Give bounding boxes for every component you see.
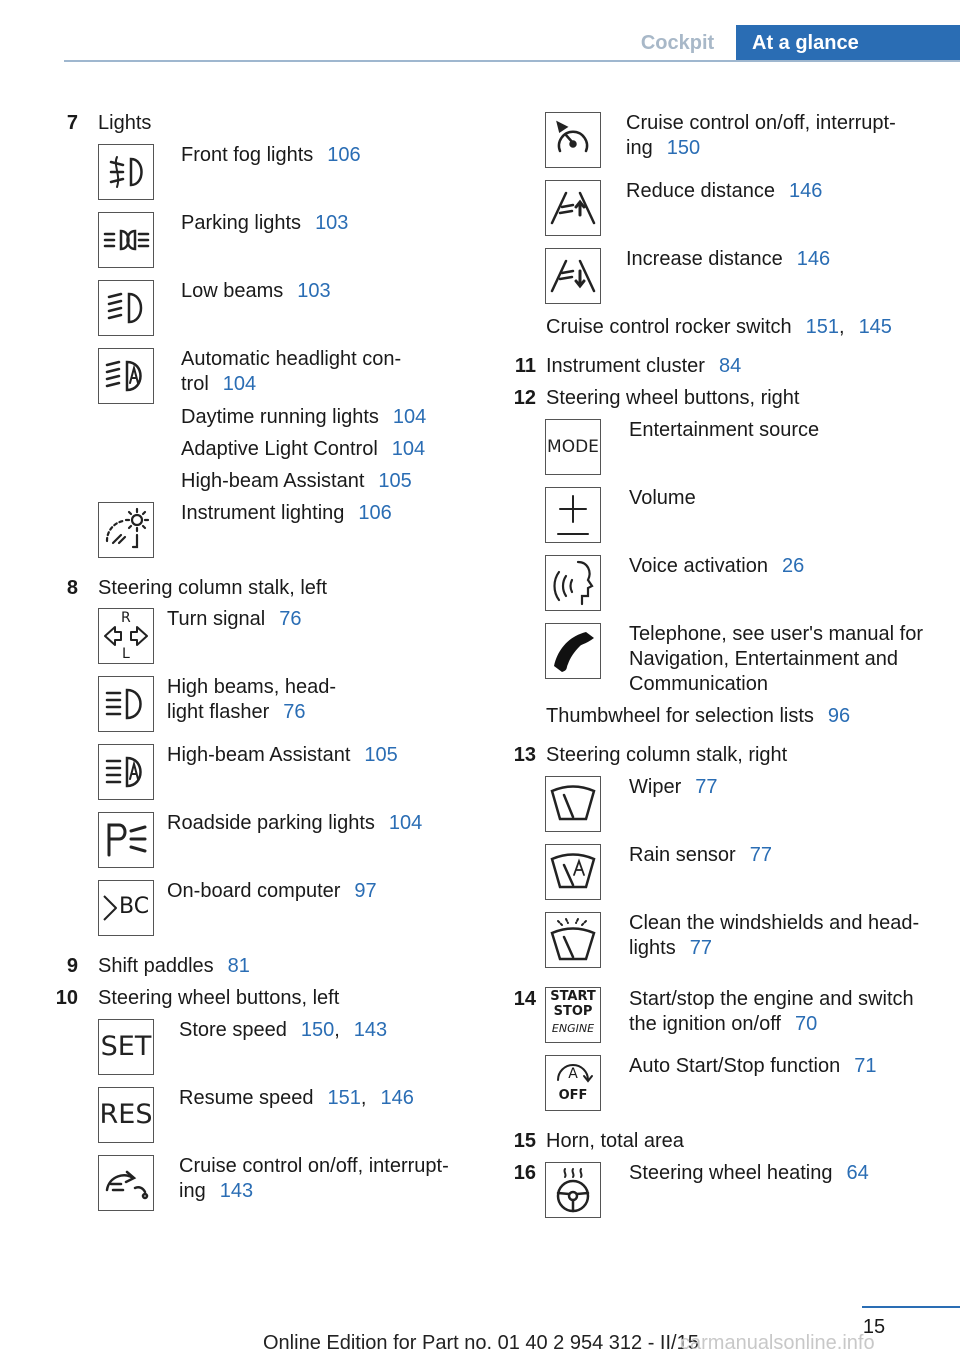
header-rule <box>64 60 960 62</box>
entry-parking-lights <box>181 211 348 236</box>
entry-start-stop-engine <box>629 987 914 1012</box>
high-beams-icon <box>98 676 154 732</box>
page-link[interactable]: 146 <box>788 180 823 202</box>
auto-start-stop-icon <box>545 1055 601 1111</box>
entry-high-beams <box>167 675 336 700</box>
entry-adaptive-light-control <box>181 437 425 462</box>
telephone-icon <box>545 623 601 679</box>
rain-sensor-icon <box>545 844 601 900</box>
turn-signal-left-letter: L <box>122 646 130 662</box>
entry-label: Turn signal <box>167 608 266 630</box>
entry-start-stop-engine-line2 <box>629 1012 817 1037</box>
entry-clean-windshields <box>629 911 919 936</box>
entry-label: High-beam Assistant <box>181 470 365 492</box>
section-number-14: 14 <box>513 988 536 1010</box>
entry-label: High beams, head- <box>167 676 336 698</box>
entry-label: ing <box>626 137 653 159</box>
entry-label: Communication <box>629 673 768 695</box>
section-number-13: 13 <box>513 744 536 766</box>
entry-daytime-running-lights <box>181 405 426 430</box>
entry-label: Instrument lighting <box>181 502 345 524</box>
page-link[interactable]: 146 <box>380 1087 414 1109</box>
mode-button-icon <box>545 419 601 475</box>
entry-label: Daytime running lights <box>181 406 379 428</box>
entry-cruise-control-rocker: Cruise control rocker switch 151, 145 <box>546 316 892 338</box>
auto-off-text: OFF <box>558 1088 588 1103</box>
entry-label: Thumbwheel for selection lists <box>546 705 814 727</box>
entry-label: Store speed <box>179 1019 287 1041</box>
turn-signal-right-letter: R <box>121 610 131 626</box>
page-link[interactable]: 104 <box>391 438 426 460</box>
page-link[interactable]: 77 <box>695 776 718 798</box>
page-link[interactable]: 104 <box>392 406 427 428</box>
washer-icon <box>545 912 601 968</box>
onboard-computer-icon <box>98 880 154 936</box>
entry-label: Cruise control on/off, interrupt- <box>179 1155 449 1177</box>
page-link[interactable]: 146 <box>796 248 831 270</box>
section-number-7: 7 <box>66 112 78 134</box>
page-link[interactable]: 77 <box>749 844 772 866</box>
entry-label: ing <box>179 1180 206 1202</box>
entry-automatic-headlight <box>181 347 401 372</box>
entry-cruise-control-left <box>179 1154 449 1179</box>
reduce-distance-icon <box>545 180 601 236</box>
page-link[interactable]: 96 <box>827 705 851 727</box>
mode-text: MODE <box>547 437 599 457</box>
page-link[interactable]: 77 <box>689 937 712 959</box>
entry-label: the ignition on/off <box>629 1013 781 1035</box>
entry-telephone-line3 <box>629 672 768 697</box>
entry-label: Low beams <box>181 280 284 302</box>
entry-label: Automatic headlight con- <box>181 348 402 370</box>
turn-signal-icon <box>98 608 154 664</box>
entry-label: On-board computer <box>167 880 341 902</box>
entry-entertainment-source <box>629 418 819 443</box>
page-link[interactable]: 70 <box>794 1013 818 1035</box>
page-link[interactable]: 151 <box>805 316 839 338</box>
section-title-instrument-cluster: Instrument cluster <box>546 355 705 377</box>
section-number-16: 16 <box>513 1162 536 1184</box>
entry-wiper <box>629 775 717 800</box>
entry-label: Reduce distance <box>626 180 775 202</box>
res-button-icon <box>98 1087 154 1143</box>
high-beam-assistant-icon <box>98 744 154 800</box>
section-number-8: 8 <box>66 577 78 599</box>
entry-label: Start/stop the engine and switch <box>629 988 914 1010</box>
wiper-icon <box>545 776 601 832</box>
footer-rule <box>862 1306 960 1308</box>
page-link[interactable]: 105 <box>364 744 398 766</box>
entry-label: Resume speed <box>179 1087 314 1109</box>
page-link[interactable]: 71 <box>854 1055 877 1077</box>
entry-label: High-beam Assistant <box>167 744 351 766</box>
auto-a-text: A <box>568 1066 578 1082</box>
entry-label: Clean the windshields and head- <box>629 912 920 934</box>
entry-label: Voice activation <box>629 555 768 577</box>
increase-distance-icon <box>545 248 601 304</box>
page-link[interactable]: 76 <box>279 608 302 630</box>
entry-cruise-control-right-line2 <box>626 136 700 161</box>
page-link[interactable]: 84 <box>718 355 742 377</box>
entry-cruise-control-right <box>626 111 896 136</box>
entry-label: Adaptive Light Control <box>181 438 378 460</box>
entry-label: Roadside parking lights <box>167 812 375 834</box>
onboard-computer-text: BC <box>119 894 150 919</box>
entry-instrument-cluster <box>546 354 741 379</box>
entry-shift-paddles <box>98 954 250 979</box>
entry-label: Wiper <box>629 776 682 798</box>
entry-label: Volume <box>629 487 696 509</box>
automatic-headlight-icon <box>98 348 154 404</box>
section-number-15: 15 <box>513 1130 536 1152</box>
set-text: SET <box>100 1031 152 1062</box>
header-section-cockpit: Cockpit <box>640 32 715 54</box>
section-number-11: 11 <box>514 355 536 377</box>
entry-label: Telephone, see user's manual for <box>629 623 923 645</box>
entry-label: trol <box>181 373 209 395</box>
section-title-horn: Horn, total area <box>546 1130 684 1152</box>
section-title-steering-buttons-left: Steering wheel buttons, left <box>98 987 340 1009</box>
page-link[interactable]: 106 <box>358 502 392 524</box>
section-number-12: 12 <box>513 387 536 409</box>
entry-high-beam-assistant <box>181 469 412 494</box>
entry-front-fog-lights <box>181 143 361 168</box>
page-link[interactable]: 104 <box>388 812 423 834</box>
page-link[interactable]: 103 <box>315 212 349 234</box>
page-number: 15 <box>862 1316 886 1338</box>
page-link[interactable]: 26 <box>781 555 805 577</box>
entry-instrument-lighting <box>181 501 392 526</box>
entry-label: Increase distance <box>626 248 783 270</box>
entry-label: Cruise control rocker switch <box>546 316 792 338</box>
start-text: START <box>550 989 596 1004</box>
page-link[interactable]: 105 <box>378 470 412 492</box>
voice-activation-icon <box>545 555 601 611</box>
entry-resume-speed: Resume speed 151, 146 <box>179 1087 414 1109</box>
entry-volume <box>629 486 696 511</box>
entry-label: Rain sensor <box>629 844 736 866</box>
page-link[interactable]: 104 <box>222 373 257 395</box>
cruise-control-icon <box>98 1155 154 1211</box>
header-tab-at-a-glance: At a glance <box>736 25 960 61</box>
section-title-shift-paddles: Shift paddles <box>98 955 214 977</box>
cruise-control-on-off-icon <box>545 112 601 168</box>
section-title-steering-stalk-right: Steering column stalk, right <box>546 744 788 766</box>
footer-watermark: carmanualsonline.info <box>680 1332 875 1354</box>
page-link[interactable]: 106 <box>327 144 361 166</box>
entry-onboard-computer <box>167 879 377 904</box>
page-link[interactable]: 143 <box>219 1180 254 1202</box>
entry-cruise-control-left-line2 <box>179 1179 253 1204</box>
page-link[interactable]: 150 <box>666 137 701 159</box>
volume-icon <box>545 487 601 543</box>
page-link[interactable]: 145 <box>858 316 892 338</box>
set-button-icon <box>98 1019 154 1075</box>
entry-roadside-parking-lights <box>167 811 422 836</box>
entry-label: Steering wheel heating <box>629 1162 833 1184</box>
entry-label: Navigation, Entertainment and <box>629 648 899 670</box>
entry-label: Entertainment source <box>629 419 820 441</box>
entry-reduce-distance <box>626 179 822 204</box>
stop-text: STOP <box>553 1004 593 1019</box>
entry-rain-sensor <box>629 843 772 868</box>
entry-clean-windshields-line2 <box>629 936 712 961</box>
entry-store-speed: Store speed 150, 143 <box>179 1019 388 1041</box>
entry-steering-wheel-heating <box>629 1161 869 1186</box>
entry-label: lights <box>629 937 676 959</box>
section-title-steering-stalk-left: Steering column stalk, left <box>98 577 327 599</box>
entry-label: Auto Start/Stop function <box>629 1055 841 1077</box>
front-fog-lights-icon <box>98 144 154 200</box>
steering-wheel-heating-icon <box>545 1162 601 1218</box>
page-link[interactable]: 64 <box>846 1162 869 1184</box>
entry-voice-activation <box>629 554 804 579</box>
entry-telephone-line2 <box>629 647 898 672</box>
entry-low-beams <box>181 279 331 304</box>
entry-label: light flasher <box>167 701 270 723</box>
section-title-lights: Lights <box>98 112 152 134</box>
engine-text: ENGINE <box>551 1022 595 1035</box>
page-link[interactable]: 76 <box>283 701 306 723</box>
entry-label: Cruise control on/off, interrupt- <box>626 112 896 134</box>
page-link[interactable]: 150 <box>300 1019 335 1041</box>
entry-auto-start-stop <box>629 1054 877 1079</box>
roadside-parking-lights-icon <box>98 812 154 868</box>
section-number-9: 9 <box>66 955 78 977</box>
page-link[interactable]: 143 <box>353 1019 388 1041</box>
entry-telephone <box>629 622 923 647</box>
footer-edition: Online Edition for Part no. 01 40 2 954 312 - II/15 <box>263 1332 699 1354</box>
low-beams-icon <box>98 280 154 336</box>
page-link[interactable]: 151 <box>327 1087 361 1109</box>
start-stop-engine-icon <box>545 987 601 1043</box>
page-link[interactable]: 97 <box>354 880 377 902</box>
entry-turn-signal <box>167 607 301 632</box>
res-text: RES <box>99 1099 153 1130</box>
page-link[interactable]: 81 <box>227 955 250 977</box>
entry-high-beam-assistant-stalk <box>167 743 398 768</box>
parking-lights-icon <box>98 212 154 268</box>
instrument-lighting-icon <box>98 502 154 558</box>
entry-increase-distance <box>626 247 830 272</box>
entry-automatic-headlight-line2 <box>181 372 256 397</box>
section-number-10: 10 <box>55 987 78 1009</box>
entry-thumbwheel <box>546 704 850 729</box>
entry-label: Front fog lights <box>181 144 314 166</box>
section-title-steering-buttons-right: Steering wheel buttons, right <box>546 387 800 409</box>
entry-high-beams-line2 <box>167 700 306 725</box>
page-link[interactable]: 103 <box>297 280 331 302</box>
entry-label: Parking lights <box>181 212 302 234</box>
